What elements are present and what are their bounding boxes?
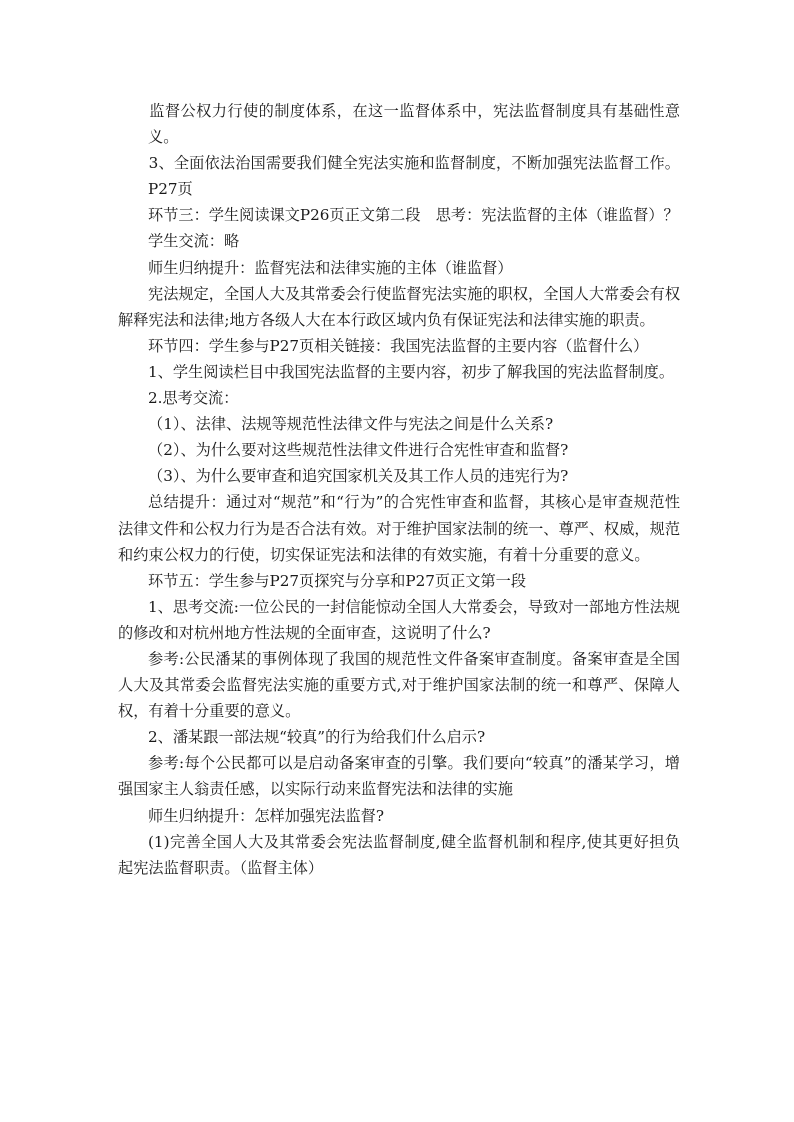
- highlighted-text: 全国人大及其常委会: [224, 284, 361, 303]
- highlighted-text: 负有: [426, 310, 458, 329]
- highlighted-text: 监督公权力行使: [118, 102, 259, 120]
- highlighted-text: 违宪行为: [499, 467, 561, 486]
- text-run: 与宪法之间是什么关系?: [393, 415, 554, 434]
- text-run: 总结提升：: [148, 493, 227, 512]
- paragraph: [118, 333, 680, 359]
- paragraph: [118, 228, 680, 254]
- text-run: 在本行政区域内: [320, 310, 427, 329]
- highlighted-text: 全国人大常委会: [543, 284, 650, 303]
- text-run: （1）、: [148, 415, 196, 434]
- paragraph: [118, 281, 680, 333]
- highlighted-text: 职责: [609, 310, 640, 329]
- paragraph: [118, 150, 680, 202]
- paragraph: [118, 646, 680, 724]
- paragraph: [118, 255, 680, 281]
- text-run: 1、学生阅读栏目中我国宪法监督的主要内容，初步了解我国的宪法监督制度。: [148, 362, 675, 381]
- text-run: 。: [639, 310, 655, 329]
- document-body: [118, 98, 680, 881]
- highlighted-text: 法律、法规等规范性法律文件: [195, 415, 394, 434]
- text-run: 宪法监督制度,健全监督机制和程序,使其更好担负起宪法监督职责。（监督主体）: [118, 832, 681, 877]
- paragraph: [118, 385, 680, 411]
- text-run: 环节三：学生阅读课文P26页正文第二段 思考：宪法监督的主体（谁监督）？: [148, 206, 679, 225]
- text-run: (1)完善: [148, 832, 202, 851]
- paragraph: [118, 724, 680, 750]
- text-run: 3、全面依法治国需要我们健全宪法实施和监督制度，不断加强宪法监督工作。P27页: [118, 154, 680, 199]
- paragraph: [118, 463, 680, 489]
- text-run: 对于维护国家法制的统一、尊严、权威，规范和约束公权力的行使，切实保证宪法和法律的有效实施，有着十分重要的意义。: [118, 519, 681, 564]
- text-run: 参考:每个公民都可以是启动备案审查的引擎。我们要向“较真”的潘某学习，增强国家主人翁责任感，以实际行动来监督宪法和法律的实施: [118, 754, 680, 799]
- text-run: 1、思考交流:一位公民的一封信能惊动全国人大常委会，导致对一部地方性法规的修改和对杭州地方性法规的全面审查，这说明了什么?: [118, 597, 680, 642]
- text-run: ，: [528, 284, 544, 303]
- text-run: 进行合宪性审查和监督?: [408, 441, 569, 460]
- paragraph: [118, 594, 680, 646]
- highlighted-text: 在这一监督体系中，宪法监督制度具有基础性意义。: [148, 102, 681, 147]
- text-run: 有权解释宪法和法律;: [118, 284, 681, 329]
- highlighted-text: 全国人大及其常委会: [201, 832, 342, 851]
- text-run: 环节五：学生参与P27页探究与分享和P27页正文第一段: [148, 571, 527, 590]
- text-run: 2.思考交流：: [148, 389, 239, 408]
- paragraph: [118, 411, 680, 437]
- highlighted-text: 监督宪法实施: [391, 284, 483, 303]
- text-run: （3）、为什么要审查和追究国家机关及其工作人员的: [148, 467, 500, 486]
- highlighted-text: 地方各级人大: [229, 310, 321, 329]
- paragraph: [118, 489, 680, 567]
- paragraph: [118, 803, 680, 829]
- paragraph: [118, 829, 680, 881]
- text-run: 宪法规定，: [148, 284, 225, 303]
- text-run: 环节四：学生参与P27页相关链接：我国宪法监督的主要内容（监督什么）: [148, 336, 649, 355]
- paragraph: [118, 98, 680, 150]
- paragraph: [118, 568, 680, 594]
- text-run: （2）、为什么要对这些: [148, 441, 302, 460]
- highlighted-text: 通过对“规范”和“行为”的合宪性审查和监督，其核心是审查规范性法律文件和公权力行为是否合法有效。: [118, 493, 681, 538]
- text-run: 保证宪法和法律实施的: [457, 310, 610, 329]
- text-run: 师生归纳提升：怎样加强宪法监督?: [148, 806, 384, 825]
- paragraph: [118, 359, 680, 385]
- text-run: 师生归纳提升：监督宪法和法律实施的主体（谁监督）: [148, 258, 513, 277]
- text-run: 的制度体系，: [258, 102, 353, 120]
- text-run: 的: [482, 284, 498, 303]
- text-run: 行使: [360, 284, 392, 303]
- paragraph: [118, 750, 680, 802]
- highlighted-text: 规范性法律文件: [301, 441, 409, 460]
- paragraph: [118, 202, 680, 228]
- highlighted-text: 职权: [497, 284, 529, 303]
- text-run: 参考:公民潘某的事例体现了我国的规范性文件备案审查制度。备案审查是全国人大及其常委会监督宪法实施的重要方式,对于维护国家法制的统一和尊严、保障人权，有着十分重要的意义。: [118, 649, 680, 721]
- text-run: 2、潘某跟一部法规“较真”的行为给我们什么启示?: [148, 728, 486, 747]
- paragraph: [118, 437, 680, 463]
- text-run: ?: [560, 467, 569, 486]
- text-run: 学生交流：略: [148, 232, 240, 251]
